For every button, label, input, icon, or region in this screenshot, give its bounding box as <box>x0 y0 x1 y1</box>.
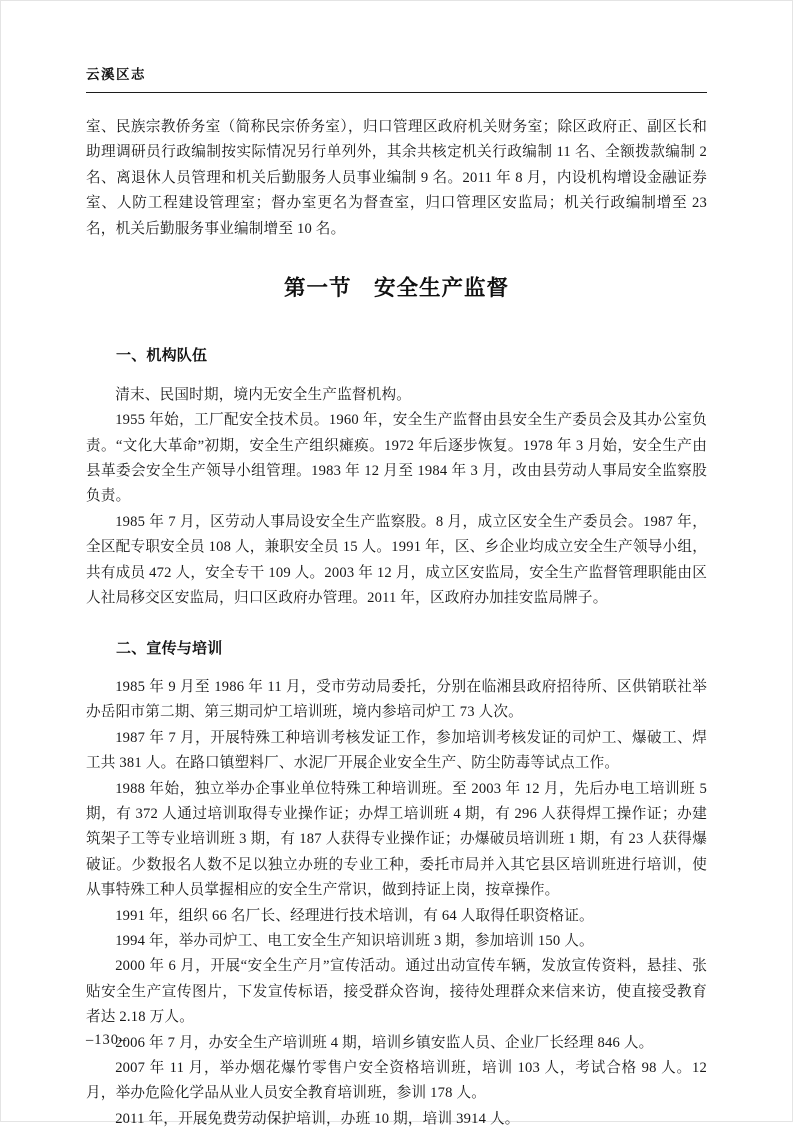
paragraph: 1985 年 9 月至 1986 年 11 月，受市劳动局委托，分别在临湘县政府招待所、区供销联社举办岳阳市第二期、第三期司炉工培训班，境内参培司炉工 73 人次。 <box>86 678 707 721</box>
paragraph: 2006 年 7 月，办安全生产培训班 4 期，培训乡镇安监人员、企业厂长经理 846 人。 <box>115 1034 654 1051</box>
page-body <box>86 115 707 1132</box>
paragraph: 2011 年，开展免费劳动保护培训，办班 10 期，培训 3914 人。 <box>115 1110 520 1127</box>
paragraph: 1955 年始，工厂配安全技术员。1960 年，安全生产监督由县安全生产委员会及其办公室负责。“文化大革命”初期，安全生产组织瘫痪。1972 年后逐步恢复。1978 年 3 月始，安全生产由县革委会安全生产领导小组管理。1983 年 12 月至 1984 年 3 月，改由县劳动人事局安全监察股负责。 <box>86 412 707 505</box>
section-heading-training: 二、宣传与培训 <box>116 639 223 657</box>
paragraph: 1985 年 7 月，区劳动人事局设安全生产监察股。8 月，成立区安全生产委员会。1987 年，全区配专职安全员 108 人，兼职安全员 15 人。1991 年，区、乡企业均成立安全生产领导小组，共有成员 472 人，安全专干 109 人。2003 年 12 月，成立区安监局，安全生产监督管理职能由区人社局移交区安监局，归口区政府办管理。2011 年，区政府办加挂安监局牌子。 <box>86 513 707 607</box>
paragraph: 1994 年，举办司炉工、电工安全生产知识培训班 3 期，参加培训 150 人。 <box>115 932 594 949</box>
paragraph: 1987 年 7 月，开展特殊工种培训考核发证工作，参加培训考核发证的司炉工、爆破工、焊工共 381 人。在路口镇塑料厂、水泥厂开展企业安全生产、防尘防毒等试点工作。 <box>86 729 707 772</box>
chapter-title: 第一节 安全生产监督 <box>283 276 509 301</box>
running-header-title: 云溪区志 <box>86 67 146 82</box>
page-number: –130– <box>86 1032 128 1048</box>
paragraph: 1988 年始，独立举办企事业单位特殊工种培训班。至 2003 年 12 月，先后办电工培训班 5 期，有 372 人通过培训取得专业操作证；办焊工培训班 4 期，有 296 人获得焊工操作证；办建筑架子工等专业培训班 3 期，有 187 人获得专业操作证；办爆破员培训班 1 期，有 23 人获得爆破证。少数报名人数不足以独立办班的专业工种，委托市局并入其它县区培训班进行培训，使从事特殊工种人员掌握相应的安全生产常识，做到持证上岗，按章操作。 <box>86 780 707 899</box>
section-heading-organization: 一、机构队伍 <box>116 347 208 365</box>
header-rule <box>86 92 707 93</box>
paragraph: 2007 年 11 月，举办烟花爆竹零售户安全资格培训班，培训 103 人，考试合格 98 人。12 月，举办危险化学品从业人员安全教育培训班，参训 178 人。 <box>86 1060 707 1102</box>
paragraph: 清末、民国时期，境内无安全生产监督机构。 <box>115 386 412 403</box>
paragraph: 2000 年 6 月，开展“安全生产月”宣传活动。通过出动宣传车辆，发放宣传资料，悬挂、张贴安全生产宣传图片，下发宣传标语，接受群众咨询，接待处理群众来信来访，使直接受教育者达 2.18 万人。 <box>86 958 707 1026</box>
paragraph: 1991 年，组织 66 名厂长、经理进行技术培训，有 64 人取得任职资格证。 <box>115 907 594 924</box>
continuation-paragraph: 室、民族宗教侨务室（简称民宗侨务室），归口管理区政府机关财务室；除区政府正、副区长和助理调研员行政编制按实际情况另行单列外，其余共核定机关行政编制 11 名、全额拨款编制 2 名、离退休人员管理和机关后勤服务人员事业编制 9 名。2011 年 8 月，内设机构增设金融证券室、人防工程建设管理室；督办室更名为督查室，归口管理区安监局；机关行政编制增至 23 名，机关后勤服务事业编制增至 10 名。 <box>86 119 707 237</box>
